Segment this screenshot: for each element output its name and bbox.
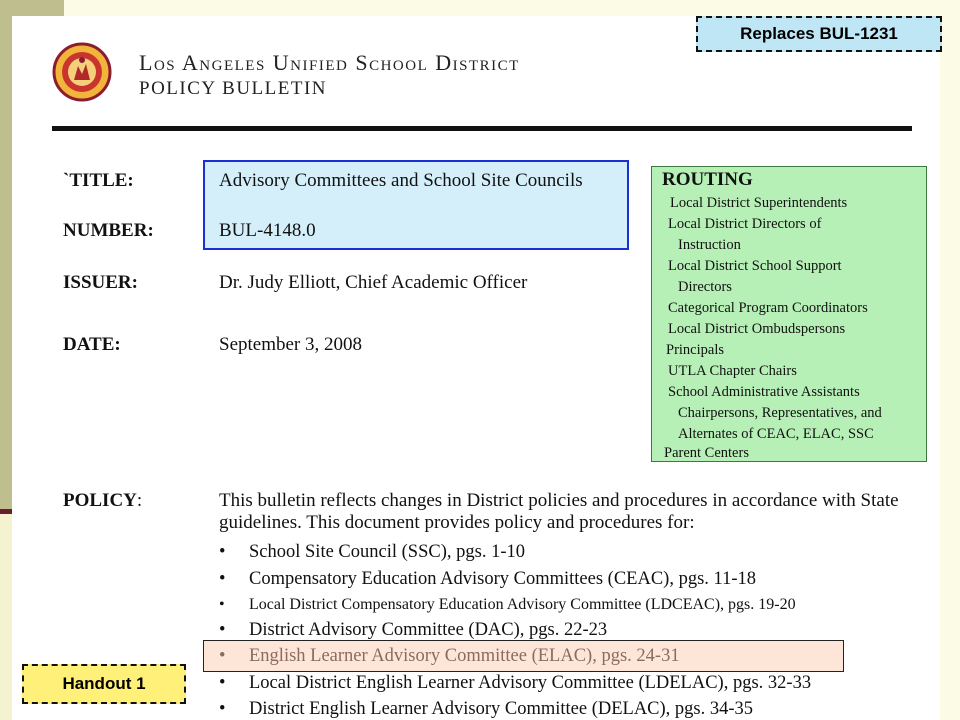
- policy-bullet-text: District English Learner Advisory Committee (DELAC), pgs. 34-35: [249, 699, 754, 719]
- policy-bullet: • District Advisory Committee (DAC), pgs. 22-23: [219, 620, 608, 640]
- issuer-value: Dr. Judy Elliott, Chief Academic Officer: [219, 272, 528, 293]
- lausd-seal-icon: [52, 42, 112, 102]
- routing-item: Parent Centers: [664, 445, 749, 461]
- routing-box: [651, 166, 927, 462]
- routing-item: Chairpersons, Representatives, and: [678, 405, 882, 421]
- policy-bullet-text: School Site Council (SSC), pgs. 1-10: [249, 542, 525, 562]
- district-name: Los Angeles Unified School District: [139, 50, 520, 75]
- date-value: September 3, 2008: [219, 334, 363, 355]
- slide-accent-bar: [0, 509, 12, 514]
- policy-bullet-text: Local District Compensatory Education Advisory Committee (LDCEAC), pgs. 19-20: [249, 596, 796, 613]
- policy-bullet-text: Local District English Learner Advisory Committee (LDELAC), pgs. 32-33: [249, 673, 812, 693]
- policy-bullet-text: District Advisory Committee (DAC), pgs. 22-23: [249, 620, 608, 640]
- policy-label-colon: :: [136, 490, 143, 511]
- routing-item: Directors: [678, 279, 732, 295]
- policy-bullet: • School Site Council (SSC), pgs. 1-10: [219, 542, 525, 562]
- policy-bullet: • District English Learner Advisory Committee (DELAC), pgs. 34-35: [219, 699, 754, 719]
- policy-label-text: POLICY: [63, 490, 137, 511]
- header-divider: [52, 126, 912, 131]
- routing-item: Instruction: [678, 237, 741, 253]
- slide-band-left: [0, 0, 12, 512]
- number-value: BUL-4148.0: [219, 220, 316, 241]
- routing-item: Local District Superintendents: [670, 195, 848, 211]
- bulletin-type: POLICY BULLETIN: [139, 78, 328, 99]
- date-label: DATE:: [63, 334, 121, 355]
- slide-band-left-lower: [0, 512, 12, 720]
- routing-item: Local District Ombudspersons: [668, 321, 846, 337]
- policy-bullet-text: Compensatory Education Advisory Committees (CEAC), pgs. 11-18: [249, 569, 756, 589]
- bulletin-page: [12, 16, 940, 720]
- policy-intro: This bulletin reflects changes in District policies and procedures in accordance with State guidelines. This document provides policy and procedures for:: [219, 490, 899, 533]
- policy-bullet: • Compensatory Education Advisory Committees (CEAC), pgs. 11-18: [219, 569, 756, 589]
- routing-item: Local District Directors of: [668, 216, 822, 232]
- replaces-badge: Replaces BUL-1231: [696, 16, 942, 52]
- policy-bullet: • Local District English Learner Advisory Committee (LDELAC), pgs. 32-33: [219, 673, 812, 693]
- title-value: Advisory Committees and School Site Councils: [219, 170, 583, 191]
- routing-item: Categorical Program Coordinators: [668, 300, 868, 316]
- routing-title: ROUTING: [662, 169, 753, 190]
- policy-label: [63, 490, 142, 512]
- routing-item: UTLA Chapter Chairs: [668, 363, 797, 379]
- routing-item: Alternates of CEAC, ELAC, SSC: [678, 426, 874, 442]
- number-label: NUMBER:: [63, 220, 154, 241]
- issuer-label: ISSUER:: [63, 272, 138, 293]
- handout-badge: Handout 1: [22, 664, 186, 704]
- title-label: `TITLE:: [63, 170, 134, 191]
- routing-item: Local District School Support: [668, 258, 842, 274]
- policy-bullet: • Local District Compensatory Education Advisory Committee (LDCEAC), pgs. 19-20: [219, 596, 796, 613]
- slide-band-top: [12, 0, 64, 16]
- policy-bullet-elac: • English Learner Advisory Committee (ELAC), pgs. 24-31: [219, 646, 680, 666]
- policy-bullet-text: English Learner Advisory Committee (ELAC), pgs. 24-31: [249, 646, 680, 666]
- routing-item: School Administrative Assistants: [668, 384, 860, 400]
- routing-item: Principals: [666, 342, 724, 358]
